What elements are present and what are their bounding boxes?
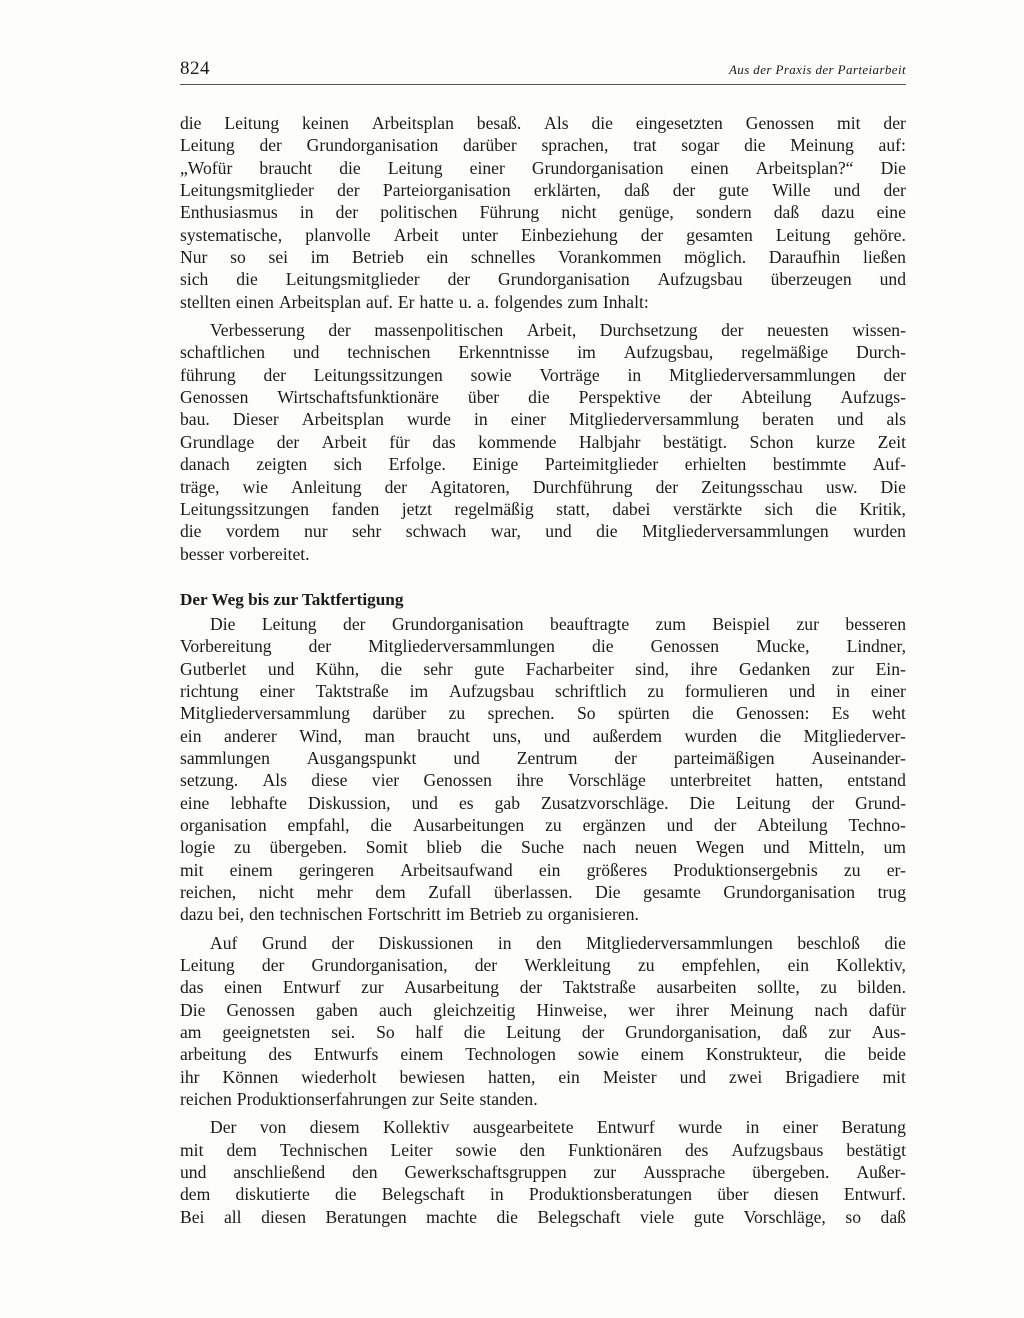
text-line: bau. Dieser Arbeitsplan wurde in einer Mitgliederversammlung beraten und als <box>180 409 906 430</box>
text-line: mit einem geringeren Arbeitsaufwand ein größeres Produktionsergebnis zu er- <box>180 859 906 880</box>
text-line: reichen, nicht mehr dem Zufall überlassen. Die gesamte Grundorganisation trug <box>180 882 906 902</box>
text-line: Die Leitung der Grundorganisation beauftragte zum Beispiel zur besseren <box>210 613 906 634</box>
text-line: am geeignetsten sei. So half die Leitung der Grundorganisation, daß zur Aus- <box>180 1022 906 1043</box>
text-line: reichen Produktionserfahrungen zur Seite standen. <box>180 1089 538 1110</box>
page-header <box>180 56 906 85</box>
text-line: Auf Grund der Diskussionen in den Mitgliederversammlungen beschloß die <box>210 932 906 953</box>
text-line: sammlungen Ausgangspunkt und Zentrum der parteimäßigen Auseinander- <box>180 747 906 768</box>
text-line: ein anderer Wind, man braucht uns, und außerdem wurden die Mitgliederver- <box>180 725 906 746</box>
paragraph <box>180 613 906 926</box>
paragraph <box>180 932 906 1111</box>
text-line: arbeitung des Entwurfs einem Technologen sowie einem Konstrukteur, die beide <box>180 1044 906 1065</box>
text-line: Mitgliederversammlung darüber zu sprechen. So spürten die Genossen: Es weht <box>180 703 906 724</box>
text-line: richtung einer Taktstraße im Aufzugsbau schriftlich zu formulieren und in einer <box>180 680 906 701</box>
paragraph <box>180 1116 906 1228</box>
running-head: Aus der Praxis der Parteiarbeit <box>728 62 906 77</box>
text-line: mit dem Technischen Leiter sowie den Funktionären des Aufzugsbaus bestätigt <box>180 1139 906 1160</box>
text-line: Leitungsmitglieder der Parteiorganisation erklärten, daß der gute Wille und der <box>180 180 906 201</box>
text-line: logie zu übergeben. Somit blieb die Suche nach neuen Wegen und Mitteln, um <box>180 837 906 858</box>
text-line: eine lebhafte Diskussion, und es gab Zusatzvorschläge. Die Leitung der Grund- <box>180 792 906 813</box>
text-line: Die Genossen gaben auch gleichzeitig Hinweise, wer ihrer Meinung nach dafür <box>180 999 906 1020</box>
text-line: Genossen Wirtschaftsfunktionäre über die Perspektive der Abteilung Aufzugs- <box>180 387 906 408</box>
text-line: Bei all diesen Beratungen machte die Belegschaft viele gute Vorschläge, so daß <box>180 1206 906 1227</box>
text-line: schaftlichen und technischen Erkenntnisse im Aufzugsbau, regelmäßige Durch- <box>180 342 906 363</box>
text-line: Leitung der Grundorganisation, der Werkleitung zu empfehlen, ein Kollektiv, <box>180 955 906 976</box>
text-line: und anschließend den Gewerkschaftsgruppen zur Aussprache übergeben. Außer- <box>180 1162 906 1183</box>
text-line: danach zeigten sich Erfolge. Einige Parteimitglieder erhielten bestimmte Auf- <box>180 454 906 475</box>
paragraph <box>180 319 906 565</box>
text-line: systematische, planvolle Arbeit unter Einbeziehung der gesamten Leitung gehöre. <box>180 224 906 245</box>
text-line: dem diskutierte die Belegschaft in Produktionsberatungen über diesen Entwurf. <box>180 1184 906 1205</box>
text-line: sich die Leitungsmitglieder der Grundorganisation Aufzugsbau überzeugen und <box>180 269 906 290</box>
text-line: Leitungssitzungen fanden jetzt regelmäßig statt, dabei verstärkte sich die Kritik, <box>180 498 906 519</box>
text-line: das einen Entwurf zur Ausarbeitung der Taktstraße ausarbeiten sollte, zu bilden. <box>180 977 906 998</box>
text-line: die vordem nur sehr schwach war, und die Mitgliederversammlungen wurden <box>180 521 906 542</box>
section-gap <box>180 565 906 587</box>
text-line: ihr Können wiederholt bewiesen hatten, ein Meister und zwei Brigadiere mit <box>180 1066 906 1087</box>
text-line: besser vorbereitet. <box>180 543 310 564</box>
text-line: Enthusiasmus in der politischen Führung nicht genüge, sondern daß dazu eine <box>180 202 906 223</box>
text-line: Verbesserung der massenpolitischen Arbeit, Durchsetzung der neuesten wissen- <box>210 320 906 341</box>
text-line: Leitung der Grundorganisation darüber sprachen, trat sogar die Meinung auf: <box>180 135 906 156</box>
body-text <box>180 112 906 1228</box>
text-line: Nur so sei im Betrieb ein schnelles Vorankommen möglich. Daraufhin ließen <box>180 247 906 268</box>
paragraph <box>180 112 906 313</box>
page-number: 824 <box>180 58 210 79</box>
text-line: Gutberlet und Kühn, die sehr gute Facharbeiter sind, ihre Gedanken zur Ein- <box>180 658 906 679</box>
text-line: dazu bei, den technischen Fortschritt im Betrieb zu organisieren. <box>180 904 639 925</box>
text-line: Der von diesem Kollektiv ausgearbeitete Entwurf wurde in einer Beratung <box>210 1117 906 1138</box>
text-line: setzung. Als diese vier Genossen ihre Vorschläge unterbreitet hatten, entstand <box>180 770 906 791</box>
section-heading: Der Weg bis zur Taktfertigung <box>180 589 404 609</box>
text-line: Grundlage der Arbeit für das kommende Halbjahr bestätigt. Schon kurze Zeit <box>180 431 906 452</box>
text-line: führung der Leitungssitzungen sowie Vorträge in Mitgliederversammlungen der <box>180 364 906 385</box>
text-line: träge, wie Anleitung der Agitatoren, Durchführung der Zeitungsschau usw. Die <box>180 476 906 497</box>
text-line: organisation empfahl, die Ausarbeitungen zu ergänzen und der Abteilung Techno- <box>180 814 906 835</box>
text-line: „Wofür braucht die Leitung einer Grundorganisation einen Arbeitsplan?“ Die <box>180 157 906 178</box>
text-line: Vorbereitung der Mitgliederversammlungen die Genossen Mucke, Lindner, <box>180 636 906 657</box>
text-line: die Leitung keinen Arbeitsplan besaß. Als die eingesetzten Genossen mit der <box>180 113 906 133</box>
text-line: stellten einen Arbeitsplan auf. Er hatte u. a. folgendes zum Inhalt: <box>180 291 649 312</box>
